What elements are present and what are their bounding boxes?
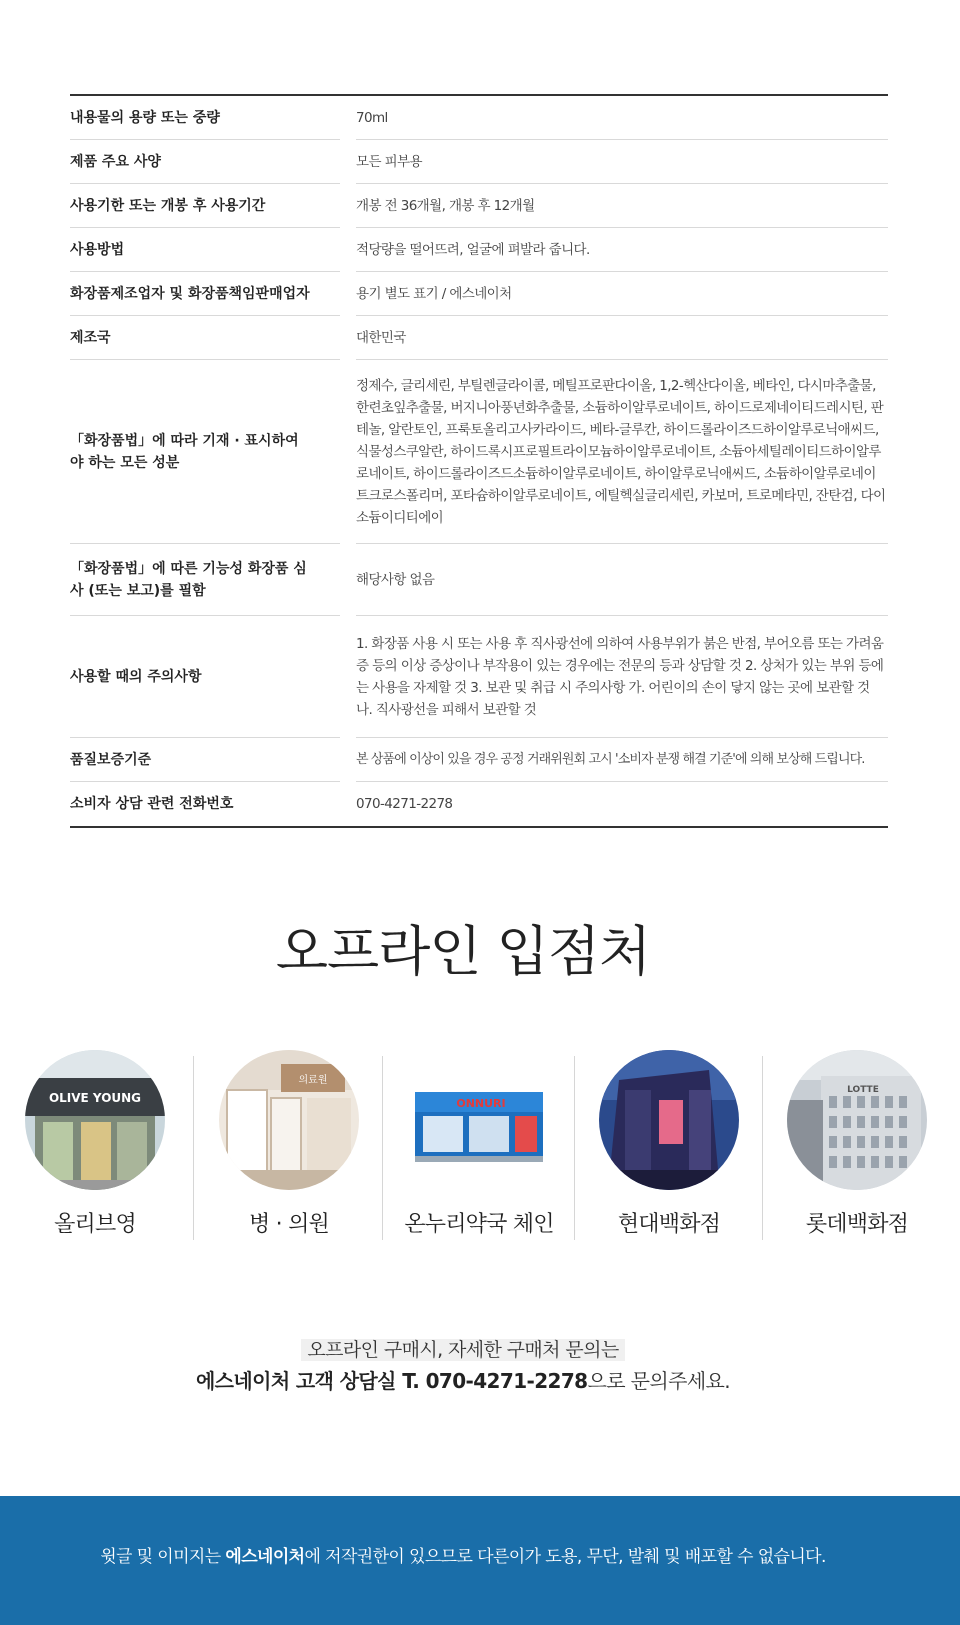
store-sign-text: OLIVE YOUNG <box>48 1091 142 1105</box>
store-sign-text: ONNURI <box>456 1097 506 1110</box>
store-hyundai <box>576 1050 762 1240</box>
spec-label: 사용기한 또는 개봉 후 사용기간 <box>70 184 340 228</box>
divider <box>762 1056 763 1240</box>
storefront-image-icon <box>25 1050 165 1190</box>
spec-row-phone <box>70 782 888 826</box>
spec-row-manufacturer <box>70 272 888 316</box>
copyright-suffix: 에 저작권한이 있으므로 다른이가 도용, 무단, 발췌 및 배포할 수 없습니다. <box>304 1547 826 1567</box>
store-hospital <box>196 1050 382 1240</box>
store-sign-text: LOTTE <box>847 1085 879 1095</box>
spec-row-functional <box>70 544 888 616</box>
spec-row-expiry <box>70 184 888 228</box>
store-name: 병 · 의원 <box>249 1212 329 1237</box>
product-spec-table <box>70 94 888 828</box>
store-photo <box>409 1050 549 1190</box>
copyright-footer <box>0 1496 960 1625</box>
divider <box>574 1056 575 1240</box>
contact-phone-bold: 에스네이처 고객 상담실 T. 070-4271-2278 <box>195 1369 588 1393</box>
store-name: 온누리약국 체인 <box>404 1212 554 1237</box>
spec-value: 적당량을 떨어뜨려, 얼굴에 펴발라 줍니다. <box>356 228 888 272</box>
copyright-prefix: 윗글 및 이미지는 <box>100 1547 226 1567</box>
store-sign-text: 의료원 <box>298 1075 328 1086</box>
spec-row-spec <box>70 140 888 184</box>
store-name: 현대백화점 <box>617 1212 721 1237</box>
spec-label: 화장품제조업자 및 화장품책임판매업자 <box>70 272 340 316</box>
spec-label: 「화장품법」에 따라 기재 · 표시하여야 하는 모든 성분 <box>70 360 340 544</box>
divider <box>193 1056 194 1240</box>
spec-value: 70ml <box>356 96 888 140</box>
copyright-brand: 에스네이처 <box>225 1547 305 1567</box>
store-name: 올리브영 <box>54 1212 136 1237</box>
spec-value: 정제수, 글리세린, 부틸렌글라이콜, 메틸프로판다이올, 1,2-헥산다이올, 베타인, 다시마추출물, 한련초잎추출물, 버지니아풍년화추출물, 소듐하이알루로네이트, 하이드로제네이티드레시틴, 판테놀, 알란토인, 프룩토올리고사카라이드, 베타-글루칸, 하이드롤라이즈드하이알루로닉애씨드, 식물성스쿠알란, 하이드록시프로필트라이모늄하이알루로네이트, 소듐아세틸레이티드하이알루로네이트, 하이드롤라이즈드소듐하이알루로네이트, 하이알루로닉애씨드, 소듐하이알루로네이트크로스폴리머, 포타슘하이알루로네이트, 에틸헥실글리세린, 카보머, 트로메타민, 잔탄검, 다이소듐이디티에이 <box>356 360 888 544</box>
spec-label: 품질보증기준 <box>70 738 340 782</box>
store-name: 롯데백화점 <box>805 1212 909 1237</box>
spec-label: 소비자 상담 관련 전화번호 <box>70 796 234 812</box>
spec-value: 용기 별도 표기 / 에스네이처 <box>356 272 888 316</box>
spec-label: 제품 주요 사양 <box>70 140 340 184</box>
spec-row-volume <box>70 96 888 140</box>
pharmacy-kiosk-icon <box>409 1050 549 1190</box>
store-photo <box>219 1050 359 1190</box>
contact-phone-line <box>0 1366 926 1396</box>
spec-label: 「화장품법」에 따른 기능성 화장품 심사 (또는 보고)를 필함 <box>70 544 340 616</box>
spec-value: 대한민국 <box>356 316 888 360</box>
spec-label: 제조국 <box>70 316 340 360</box>
spec-value: 개봉 전 36개월, 개봉 후 12개월 <box>356 184 888 228</box>
store-oliveyoung <box>2 1050 188 1240</box>
spec-label: 내용물의 용량 또는 중량 <box>70 96 340 140</box>
spec-value: 모든 피부용 <box>356 140 888 184</box>
contact-guide <box>0 1336 926 1364</box>
offline-store-list <box>0 1050 926 1240</box>
spec-label: 사용할 때의 주의사항 <box>70 616 340 738</box>
clinic-image-icon <box>219 1050 359 1190</box>
spec-row-quality <box>70 738 888 782</box>
store-photo <box>787 1050 927 1190</box>
department-store-image-icon <box>787 1050 927 1190</box>
store-photo <box>25 1050 165 1190</box>
offline-section-title: 오프라인 입점처 <box>275 920 651 983</box>
department-store-image-icon <box>599 1050 739 1190</box>
copyright-text <box>0 1544 926 1570</box>
spec-value: 해당사항 없음 <box>356 544 888 616</box>
contact-guide-text: 오프라인 구매시, 자세한 구매처 문의는 <box>301 1339 624 1361</box>
contact-phone-rest: 으로 문의주세요. <box>587 1369 731 1393</box>
spec-row-usage <box>70 228 888 272</box>
store-photo <box>599 1050 739 1190</box>
spec-value: 본 상품에 이상이 있을 경우 공정 거래위원회 고시 '소비자 분쟁 해결 기준'에 의해 보상해 드립니다. <box>356 738 888 782</box>
store-onnuri <box>386 1050 572 1240</box>
spec-label: 사용방법 <box>70 228 340 272</box>
spec-value: 070-4271-2278 <box>356 796 453 812</box>
spec-row-ingredients <box>70 360 888 544</box>
spec-value: 1. 화장품 사용 시 또는 사용 후 직사광선에 의하여 사용부위가 붉은 반점, 부어오름 또는 가려움증 등의 이상 증상이나 부작용이 있는 경우에는 전문의 등과 상담할 것 2. 상처가 있는 부위 등에는 사용을 자제할 것 3. 보관 및 취급 시 주의사항 가. 어린이의 손이 닿지 않는 곳에 보관할 것 나. 직사광선을 피해서 보관할 것 <box>356 616 888 738</box>
divider <box>382 1056 383 1240</box>
spec-row-country <box>70 316 888 360</box>
spec-row-caution <box>70 616 888 738</box>
store-lotte <box>764 1050 950 1240</box>
